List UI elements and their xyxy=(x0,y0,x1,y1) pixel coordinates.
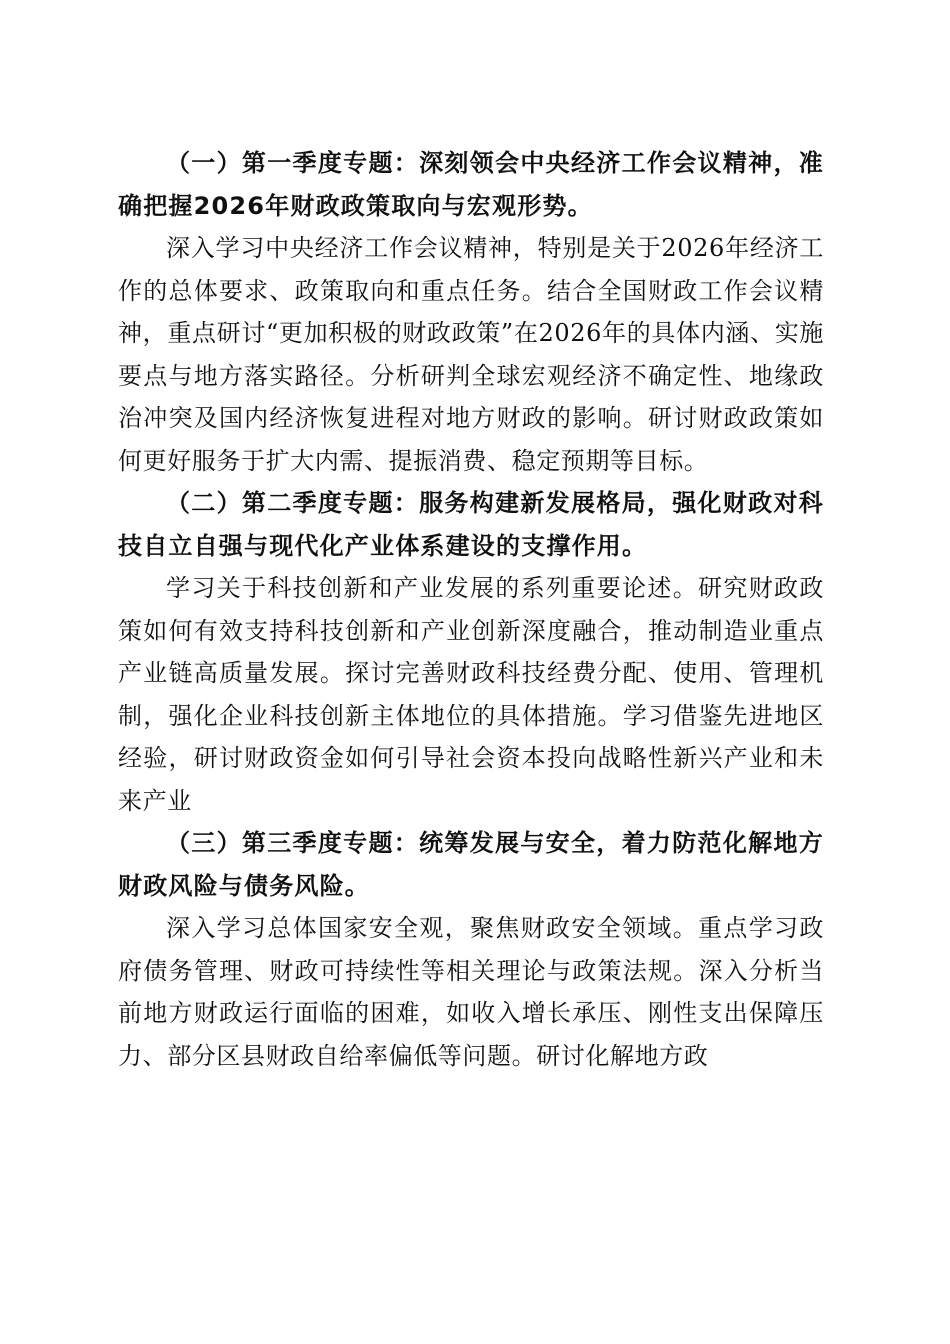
section-1-body: 深入学习中央经济工作会议精神，特别是关于2026年经济工作的总体要求、政策取向和重点任务。结合全国财政工作会议精神，重点研讨“更加积极的财政政策”在2026年的具体内涵、实施要点与地方落实路径。分析研判全球宏观经济不确定性、地缘政治冲突及国内经济恢复进程对地方财政的影响。研讨财政政策如何更好服务于扩大内需、提振消费、稳定预期等目标。 xyxy=(118,234,824,475)
section-2-heading: （二）第二季度专题：服务构建新发展格局，强化财政对科技自立自强与现代化产业体系建设的支撑作用。 xyxy=(118,489,824,560)
section-3-heading: （三）第三季度专题：统筹发展与安全，着力防范化解地方财政风险与债务风险。 xyxy=(118,829,824,900)
section-3-body: 深入学习总体国家安全观，聚焦财政安全领域。重点学习政府债务管理、财政可持续性等相关理论与政策法规。深入分析当前地方财政运行面临的困难，如收入增长承压、刚性支出保障压力、部分区县财政自给率偏低等问题。研讨化解地方政 xyxy=(118,914,824,1070)
document-page xyxy=(118,142,824,1077)
section-2-body: 学习关于科技创新和产业发展的系列重要论述。研究财政政策如何有效支持科技创新和产业创新深度融合，推动制造业重点产业链高质量发展。探讨完善财政科技经费分配、使用、管理机制，强化企业科技创新主体地位的具体措施。学习借鉴先进地区经验，研讨财政资金如何引导社会资本投向战略性新兴产业和未来产业 xyxy=(118,574,824,815)
section-1-heading: （一）第一季度专题：深刻领会中央经济工作会议精神，准确把握2026年财政政策取向与宏观形势。 xyxy=(118,149,824,220)
